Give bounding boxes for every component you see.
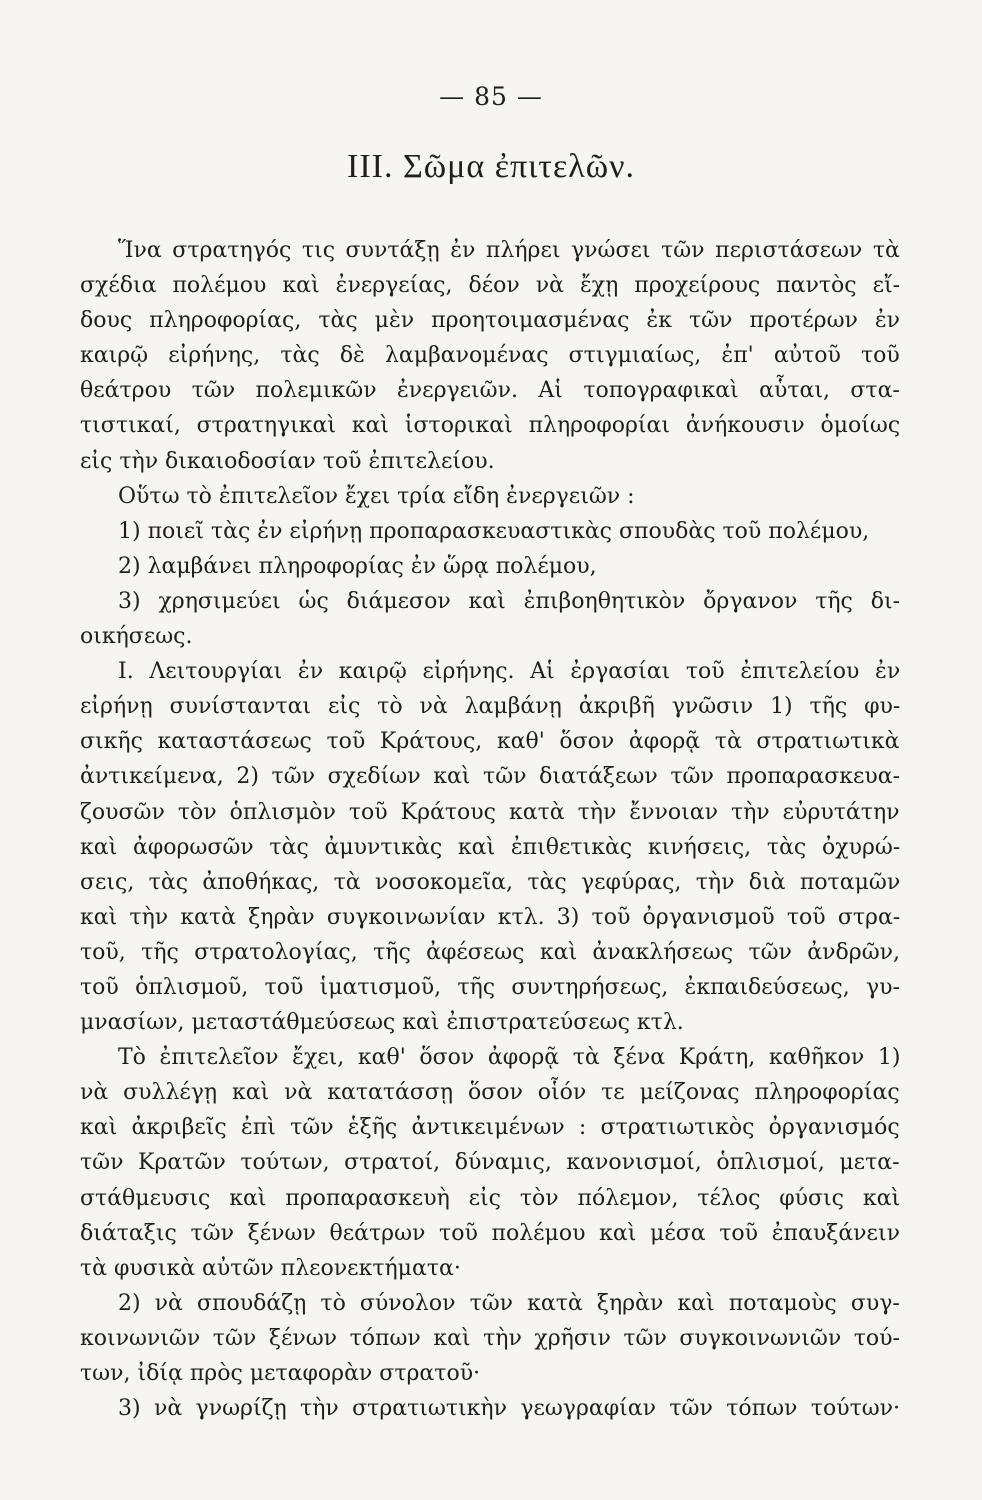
- text-line: στάθμευσις καὶ προπαρασκευὴ εἰς τὸν πόλεμον, τέλος φύσις καὶ: [80, 1185, 901, 1211]
- section-heading-line: I. Λειτουργίαι ἐν καιρῷ εἰρήνης. Αἱ ἐργασίαι τοῦ ἐπιτελείου ἐν: [118, 659, 901, 685]
- text-line: Οὕτω τὸ ἐπιτελεῖον ἔχει τρία εἴδη ἐνεργειῶν :: [118, 483, 635, 509]
- list-item: 1) ποιεῖ τὰς ἐν εἰρήνῃ προπαρασκευαστικὰς σπουδὰς τοῦ πολέμου,: [118, 518, 870, 544]
- text-line: κοινωνιῶν τῶν ξένων τόπων καὶ τὴν χρῆσιν τῶν συγκοινωνιῶν τού-: [80, 1325, 900, 1351]
- text-line: διάταξις τῶν ξένων θεάτρων τοῦ πολέμου καὶ μέσα τοῦ ἐπαυξάνειν: [80, 1220, 900, 1246]
- list-item: 2) λαμβάνει πληροφορίας ἐν ὥρᾳ πολέμου,: [118, 553, 597, 579]
- text-line: τοῦ, τῆς στρατολογίας, τῆς ἀφέσεως καὶ ἀνακλήσεως τῶν ἀνδρῶν,: [80, 939, 901, 965]
- text-line: Ἵνα στρατηγός τις συντάξῃ ἐν πλήρει γνώσει τῶν περιστάσεων τὰ: [118, 238, 900, 263]
- text-line: σεις, τὰς ἀποθήκας, τὰ νοσοκομεῖα, τὰς γεφύρας, τὴν διὰ ποταμῶν: [80, 869, 901, 895]
- list-item: 3) χρησιμεύει ὡς διάμεσον καὶ ἐπιβοηθητικὸν ὄργανον τῆς δι-: [118, 588, 901, 614]
- text-line: εἰς τὴν δικαιοδοσίαν τοῦ ἐπιτελείου.: [80, 448, 495, 474]
- page-number: — 85 —: [439, 82, 543, 111]
- list-item: 2) νὰ σπουδάζῃ τὸ σύνολον τῶν κατὰ ξηρὰν καὶ ποταμοὺς συγ-: [118, 1290, 900, 1316]
- text-line: τιστικαί, στρατηγικαὶ καὶ ἱστορικαὶ πληροφορίαι ἀνήκουσιν ὁμοίως: [80, 413, 901, 439]
- text-line: ἀντικείμενα, 2) τῶν σχεδίων καὶ τῶν διατάξεων τῶν προπαρασκευα-: [80, 764, 901, 790]
- text-line: ζουσῶν τὸν ὁπλισμὸν τοῦ Κράτους κατὰ τὴν ἔννοιαν τὴν εὐρυτάτην: [80, 799, 900, 825]
- text-line: καιρῷ εἰρήνης, τὰς δὲ λαμβανομένας στιγμιαίως, ἐπ' αὐτοῦ τοῦ: [80, 343, 900, 369]
- text-line: καὶ τὴν κατὰ ξηρὰν συγκοινωνίαν κτλ. 3) τοῦ ὀργανισμοῦ τοῦ στρα-: [80, 904, 901, 930]
- text-line: τῶν Κρατῶν τούτων, στρατοί, δύναμις, κανονισμοί, ὁπλισμοί, μετα-: [80, 1150, 900, 1176]
- text-line: θεάτρου τῶν πολεμικῶν ἐνεργειῶν. Αἱ τοπογραφικαὶ αὗται, στα-: [80, 378, 900, 404]
- chapter-title: III. Σῶμα ἐπιτελῶν.: [347, 148, 635, 185]
- text-line: νὰ συλλέγῃ καὶ νὰ κατατάσσῃ ὅσον οἷόν τε μείζονας πληροφορίας: [80, 1080, 900, 1106]
- text-line: τοῦ ὁπλισμοῦ, τοῦ ἱματισμοῦ, τῆς συντηρήσεως, ἐκπαιδεύσεως, γυ-: [80, 974, 900, 1000]
- text-line: σικῆς καταστάσεως τοῦ Κράτους, καθ' ὅσον ἀφορᾷ τὰ στρατιωτικὰ: [80, 729, 900, 755]
- text-line: των, ἰδίᾳ πρὸς μεταφορὰν στρατοῦ·: [80, 1361, 481, 1386]
- text-line: μνασίων, μεταστάθμεύσεως καὶ ἐπιστρατεύσεως κτλ.: [80, 1010, 684, 1036]
- list-item: 3) νὰ γνωρίζῃ τὴν στρατιωτικὴν γεωγραφίαν τῶν τόπων τούτων·: [118, 1396, 901, 1422]
- text-line: καὶ ἀκριβεῖς ἐπὶ τῶν ἑξῆς ἀντικειμένων : στρατιωτικὸς ὀργανισμός: [80, 1115, 900, 1141]
- text-line: σχέδια πολέμου καὶ ἐνεργείας, δέον νὰ ἔχῃ προχείρους παντὸς εἴ-: [80, 273, 901, 299]
- text-line: δους πληροφορίας, τὰς μὲν προητοιμασμένας ἐκ τῶν προτέρων ἐν: [80, 308, 901, 334]
- text-line: τὰ φυσικὰ αὐτῶν πλεονεκτήματα·: [80, 1255, 461, 1281]
- body-text: [80, 233, 900, 1426]
- text-line: Τὸ ἐπιτελεῖον ἔχει, καθ' ὅσον ἀφορᾷ τὰ ξένα Κράτη, καθῆκον 1): [118, 1045, 901, 1071]
- text-line: καὶ ἀφορωσῶν τὰς ἀμυντικὰς καὶ ἐπιθετικὰς κινήσεις, τὰς ὀχυρώ-: [80, 834, 901, 860]
- text-line: οικήσεως.: [80, 624, 193, 650]
- text-line: εἰρήνῃ συνίστανται εἰς τὸ νὰ λαμβάνῃ ἀκριβῆ γνῶσιν 1) τῆς φυ-: [80, 694, 901, 720]
